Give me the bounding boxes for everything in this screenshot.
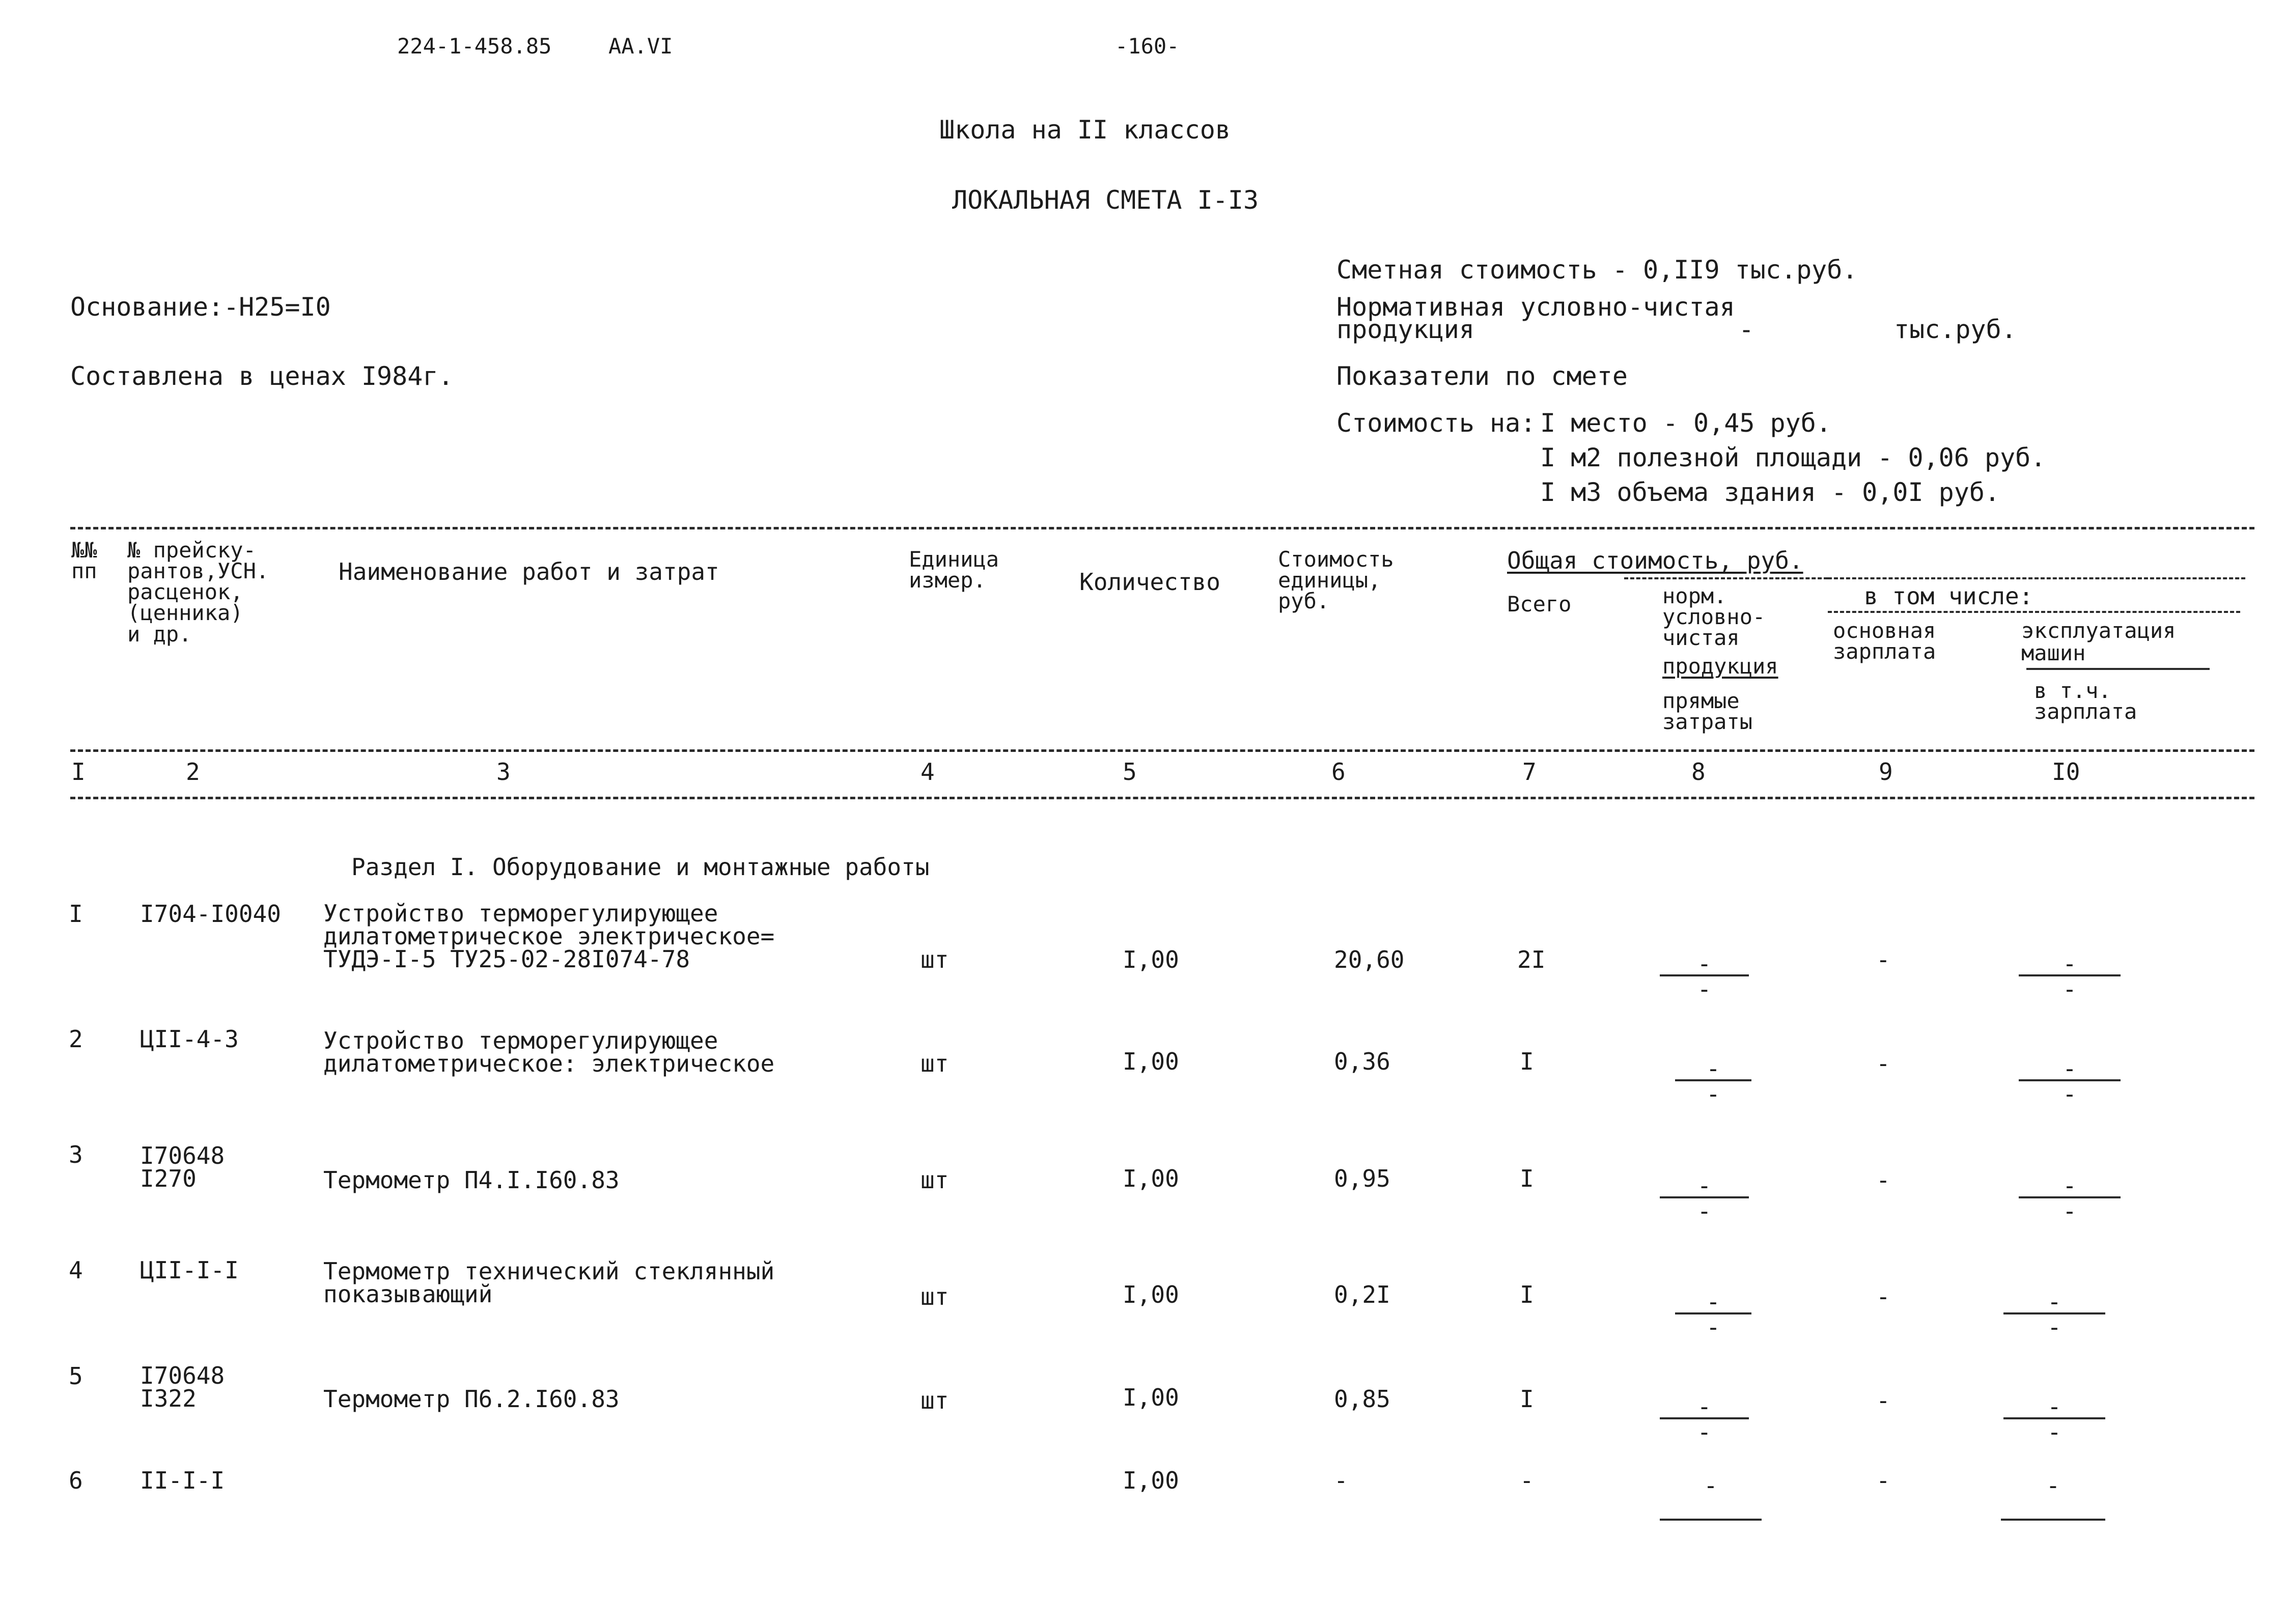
row-norm-top: -: [1697, 1172, 1712, 1199]
row-machines-fraction: [2003, 1290, 2105, 1346]
normative-value: -: [1739, 315, 1754, 344]
row-number: 6: [69, 1467, 83, 1494]
row-norm-fraction: [1660, 1474, 1762, 1530]
row-machines-fraction: [2019, 952, 2121, 1008]
normative-label-line1: Нормативная условно-чистая: [1336, 292, 1735, 322]
incl-rule-left: [1624, 577, 1828, 579]
row-machines-bottom: -: [2047, 1418, 2061, 1446]
row-code: II-I-I: [140, 1467, 225, 1494]
row-name: Устройство терморегулирующее дилатометрическое электрическое= ТУДЭ-I-5 ТУ25-02-28I074-78: [323, 900, 775, 973]
fraction-bar: [1660, 1519, 1762, 1521]
row-norm-fraction: [1660, 1174, 1749, 1230]
row-total: I: [1520, 1281, 1534, 1308]
cost-per-m2: I м2 полезной площади - 0,06 руб.: [1540, 443, 2046, 472]
col-number: 9: [1879, 758, 1893, 786]
row-qty: I,00: [1123, 1165, 1179, 1192]
row-salary: -: [1876, 1166, 1890, 1194]
row-qty: I,00: [1123, 1048, 1179, 1075]
section-title: Раздел I. Оборудование и монтажные работы: [351, 853, 930, 881]
header-col4: Единица измер.: [909, 547, 999, 593]
header-col7: Всего: [1507, 592, 1572, 617]
row-machines-top: -: [2046, 1472, 2060, 1499]
header-col8-sub: прямые затраты: [1662, 688, 1753, 735]
row-machines-fraction: [2003, 1395, 2105, 1451]
row-norm-fraction: [1675, 1057, 1751, 1113]
document-title: Школа на II классов: [939, 115, 1231, 145]
estimate-title: ЛОКАЛЬНАЯ СМЕТА I-I3: [952, 185, 1259, 215]
incl-rule: [1828, 577, 2245, 579]
row-number: 3: [69, 1141, 83, 1168]
cost-per-label: Стоимость на:: [1336, 408, 1536, 438]
table-top-rule: [70, 527, 2254, 529]
col-number: 8: [1691, 758, 1706, 786]
album-number: АА.VI: [608, 34, 673, 59]
row-number: I: [69, 900, 83, 928]
row-machines-fraction: [2019, 1174, 2121, 1230]
cost-per-place: I место - 0,45 руб.: [1540, 408, 1831, 438]
row-total: I: [1520, 1385, 1534, 1413]
row-machines-bottom: -: [2063, 1197, 2077, 1225]
row-total: -: [1520, 1467, 1534, 1494]
col-number: 6: [1331, 758, 1346, 786]
header-col3: Наименование работ и затрат: [339, 558, 719, 585]
header-col5: Количество: [1079, 568, 1220, 596]
row-unit: шт: [921, 1050, 949, 1077]
row-unit: шт: [921, 1283, 949, 1310]
row-machines-top: -: [2063, 950, 2077, 977]
row-norm-bottom: -: [1697, 1418, 1712, 1446]
row-unit: шт: [921, 1166, 949, 1194]
row-number: 2: [69, 1025, 83, 1053]
row-name: Термометр П6.2.I60.83: [323, 1385, 620, 1413]
row-qty: I,00: [1123, 1384, 1179, 1411]
row-unit: шт: [921, 1387, 949, 1414]
row-unit: шт: [921, 946, 949, 973]
row-norm-bottom: -: [1697, 1197, 1712, 1225]
row-machines-bottom: -: [2063, 975, 2077, 1003]
incl-under-rule: [1828, 611, 2240, 613]
row-name: Устройство терморегулирующее дилатометрическое: электрическое: [323, 1027, 775, 1078]
row-machines-fraction: [2019, 1057, 2121, 1113]
row-code: I70648 I322: [140, 1362, 225, 1413]
row-name: Термометр П4.I.I60.83: [323, 1166, 620, 1194]
header-col2: № прейску- рантов,УСН. расценок, (ценника) и др.: [127, 538, 269, 647]
row-norm-top: -: [1697, 950, 1712, 977]
header-col10-sub: в т.ч. зарплата: [2034, 678, 2137, 724]
row-salary: -: [1876, 946, 1890, 973]
row-machines-bottom: -: [2063, 1080, 2077, 1108]
row-norm-top: -: [1704, 1472, 1718, 1499]
row-norm-fraction: [1660, 952, 1749, 1008]
basis-text: Основание:-Н25=I0: [70, 292, 331, 322]
row-price: 0,95: [1334, 1165, 1390, 1192]
row-code: I70648 I270: [140, 1142, 225, 1193]
row-salary: -: [1876, 1283, 1890, 1310]
machines-rule: [2026, 668, 2210, 670]
normative-unit: тыс.руб.: [1894, 315, 2017, 344]
row-machines-top: -: [2063, 1172, 2077, 1199]
row-price: 0,85: [1334, 1385, 1390, 1413]
row-machines-top: -: [2047, 1393, 2061, 1420]
normative-label-line2: продукция: [1336, 315, 1474, 344]
row-norm-bottom: -: [1697, 975, 1712, 1003]
row-machines-top: -: [2047, 1288, 2061, 1315]
row-qty: I,00: [1123, 1467, 1179, 1494]
row-total: I: [1520, 1048, 1534, 1075]
estimate-cost: Сметная стоимость - 0,II9 тыс.руб.: [1336, 255, 1858, 285]
col-number: I: [71, 758, 86, 786]
row-price: -: [1334, 1467, 1348, 1494]
row-total: 2I: [1517, 946, 1546, 973]
col-number: 7: [1522, 758, 1537, 786]
col-number: 2: [186, 758, 200, 786]
header-col8-underlined: продукция: [1662, 654, 1778, 679]
header-col1: №№ пп: [71, 538, 97, 584]
row-norm-fraction: [1675, 1290, 1751, 1346]
numbers-bottom-rule: [70, 797, 2254, 799]
document-code: 224-1-458.85: [397, 34, 552, 59]
row-qty: I,00: [1123, 1281, 1179, 1308]
row-salary: -: [1876, 1050, 1890, 1077]
row-machines-fraction: [2001, 1474, 2105, 1530]
row-machines-bottom: -: [2047, 1313, 2061, 1341]
row-price: 0,36: [1334, 1048, 1390, 1075]
col-number: I0: [2052, 758, 2080, 786]
row-number: 4: [69, 1256, 83, 1284]
row-price: 20,60: [1334, 946, 1405, 973]
row-salary: -: [1876, 1387, 1890, 1414]
row-machines-top: -: [2063, 1055, 2077, 1082]
header-col8: норм. условно- чистая: [1662, 583, 1766, 651]
row-code: ЦII-4-3: [140, 1025, 239, 1053]
header-incl: в том числе:: [1861, 584, 2036, 608]
row-norm-fraction: [1660, 1395, 1749, 1451]
row-qty: I,00: [1123, 946, 1179, 973]
prices-text: Составлена в ценах I984г.: [70, 361, 454, 391]
header-total-group: Общая стоимость, руб.: [1507, 547, 1803, 574]
header-col6: Стоимость единицы, руб.: [1278, 547, 1394, 614]
page-number: -160-: [1115, 34, 1180, 59]
row-total: I: [1520, 1165, 1534, 1192]
row-name: Термометр технический стеклянный показывающий: [323, 1257, 775, 1308]
indicators-heading: Показатели по смете: [1336, 361, 1628, 391]
header-col10: эксплуатация: [2021, 618, 2176, 643]
col-number: 3: [496, 758, 511, 786]
row-norm-top: -: [1706, 1055, 1720, 1082]
row-code: ЦII-I-I: [140, 1256, 239, 1284]
col-number: 5: [1123, 758, 1137, 786]
row-norm-bottom: -: [1706, 1080, 1720, 1108]
row-code: I704-I0040: [140, 900, 281, 928]
row-number: 5: [69, 1362, 83, 1390]
col-number: 4: [921, 758, 935, 786]
header-bottom-rule: [70, 749, 2254, 752]
row-norm-bottom: -: [1706, 1313, 1720, 1341]
row-price: 0,2I: [1334, 1281, 1390, 1308]
row-norm-top: -: [1706, 1288, 1720, 1315]
cost-per-m3: I м3 объема здания - 0,0I руб.: [1540, 478, 2000, 507]
row-salary: -: [1876, 1467, 1890, 1494]
header-col10-underlined: машин: [2021, 640, 2086, 665]
fraction-bar: [2001, 1519, 2105, 1521]
header-col9: основная зарплата: [1833, 618, 1936, 664]
row-norm-top: -: [1697, 1393, 1712, 1420]
